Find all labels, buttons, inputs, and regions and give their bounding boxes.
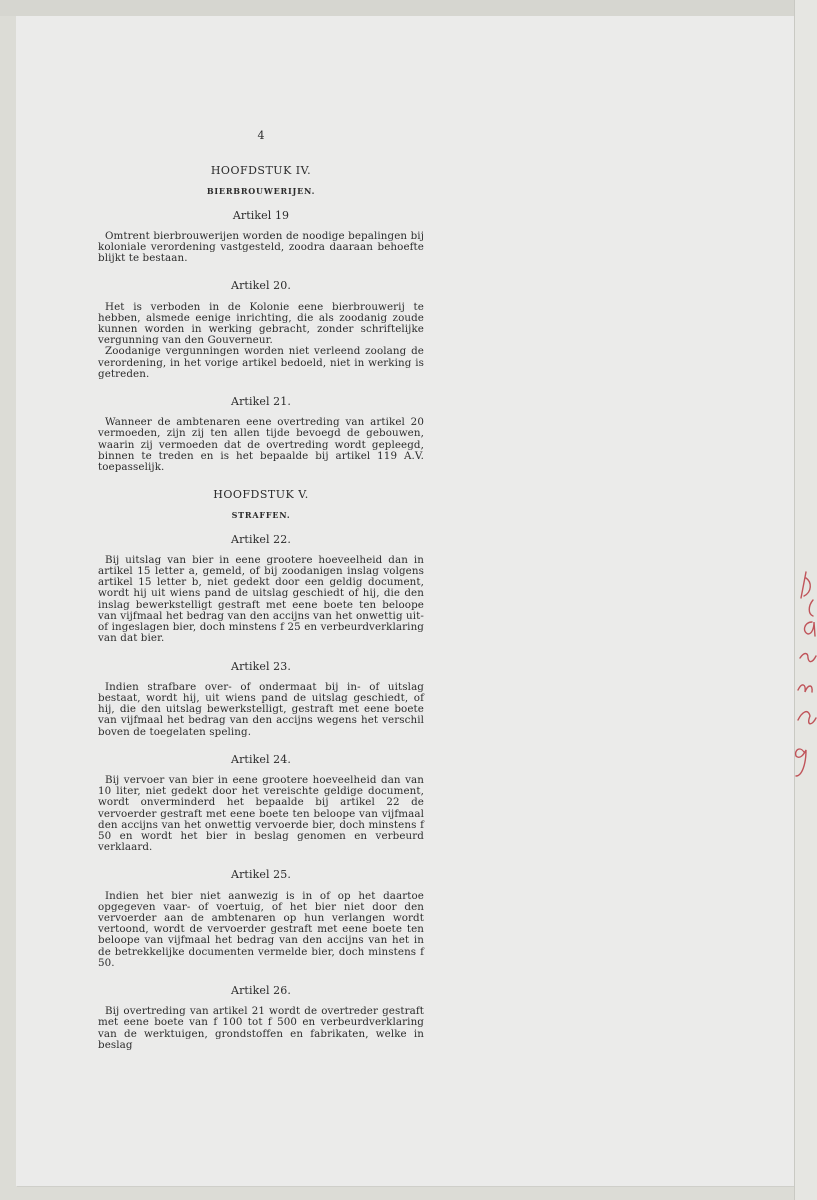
article-heading: Artikel 21. bbox=[231, 395, 291, 409]
article-paragraph: Zoodanige vergunningen worden niet verleend zoolang de verordening, in het vorige artikel bedoeld, niet in werking is getreden. bbox=[98, 345, 424, 380]
article-paragraph: Indien het bier niet aanwezig is in of op het daartoe opgegeven vaar- of voertuig, of het bier niet door den vervoerder aan de ambtenaren op hun verlangen wordt vertoond, wordt de vervoerder gestraft met eene boete ten beloope van vijfmaal het bedrag van den accijns van het in de betrekkelijke documenten vermelde bier, doch minstens f 50. bbox=[98, 889, 424, 969]
article-body bbox=[98, 1006, 424, 1051]
article-heading: Artikel 20. bbox=[231, 279, 291, 293]
article-heading: Artikel 23. bbox=[231, 659, 291, 673]
article-heading: Artikel 22. bbox=[231, 532, 291, 546]
article-body bbox=[98, 891, 424, 969]
section-title: BIERBROUWERIJEN. bbox=[206, 186, 316, 197]
scan-top-edge bbox=[0, 0, 817, 16]
article-body bbox=[98, 682, 424, 738]
article-heading: Artikel 19 bbox=[232, 208, 290, 222]
chapter-heading: HOOFDSTUK V. bbox=[213, 488, 309, 502]
article-paragraph: Omtrent bierbrouwerijen worden de noodige bepalingen bij koloniale verordening vastgesteld, zoodra daaraan behoefte blijkt te bestaan. bbox=[98, 229, 424, 265]
document-text-column bbox=[98, 130, 424, 1051]
article-paragraph: Wanneer de ambtenaren eene overtreding van artikel 20 vermoeden, zijn zij ten allen tijde bevoegd de gebouwen, waarin zij vermoeden dat de overtreding wordt gepleegd, binnen te treden en is het bepaalde bij artikel 119 A.V. toepasselijk. bbox=[98, 416, 424, 474]
article-body bbox=[98, 231, 424, 265]
section-title: STRAFFEN. bbox=[231, 510, 291, 521]
document-page bbox=[16, 16, 794, 1186]
chapter-heading: HOOFDSTUK IV. bbox=[210, 164, 312, 178]
article-body bbox=[98, 302, 424, 380]
article-paragraph: Indien strafbare over- of ondermaat bij in- of uitslag bestaat, wordt hij, uit wiens pand de uitslag geschiedt, of hij, die den uitslag bewerkstelligt, gestraft met eene boete van vijfmaal het bedrag van den accijns wegens het verschil boven de toegelaten speling. bbox=[98, 680, 424, 738]
article-heading: Artikel 26. bbox=[231, 983, 291, 997]
article-body bbox=[98, 555, 424, 645]
article-heading: Artikel 24. bbox=[231, 752, 291, 766]
article-heading: Artikel 25. bbox=[231, 868, 291, 882]
adjacent-page-edge bbox=[794, 0, 817, 1200]
article-body bbox=[98, 417, 424, 473]
article-paragraph: Het is verboden in de Kolonie eene bierbrouwerij te hebben, alsmede eenige inrichting, die als zoodanig zoude kunnen worden in werking gebracht, zonder schriftelijke vergunning van den Gouverneur. bbox=[98, 300, 424, 347]
article-paragraph: Bij uitslag van bier in eene grootere hoeveelheid dan in artikel 15 letter a, gemeld, of bij zoodanigen inslag volgens artikel 15 letter b, niet gedekt door een geldig document, wordt hij uit wiens pand de uitslag geschiedt of hij, die den inslag bewerkstelligt gestraft met eene boete ten beloope van vijfmaal het bedrag van den accijns van het onwettig uit- of ingeslagen bier, doch minstens f 25 en verbeurdverklaring van dat bier. bbox=[98, 553, 424, 645]
article-paragraph: Bij overtreding van artikel 21 wordt de overtreder gestraft met eene boete van f 100 tot f 500 en verbeurdverklaring van de werktuigen, grondstoffen en fabrikaten, welke in beslag bbox=[98, 1005, 424, 1051]
page-number: 4 bbox=[257, 129, 265, 142]
article-paragraph: Bij vervoer van bier in eene grootere hoeveelheid dan van 10 liter, niet gedekt door het vereischte geldige document, wordt onverminderd het bepaalde bij artikel 22 de vervoerder gestraft met eene boete ten beloope van vijfmaal den accijns van het onwettig vervoerde bier, doch minstens f 50 en wordt het bier in beslag genomen en verbeurd verklaard. bbox=[98, 773, 424, 854]
article-body bbox=[98, 775, 424, 853]
